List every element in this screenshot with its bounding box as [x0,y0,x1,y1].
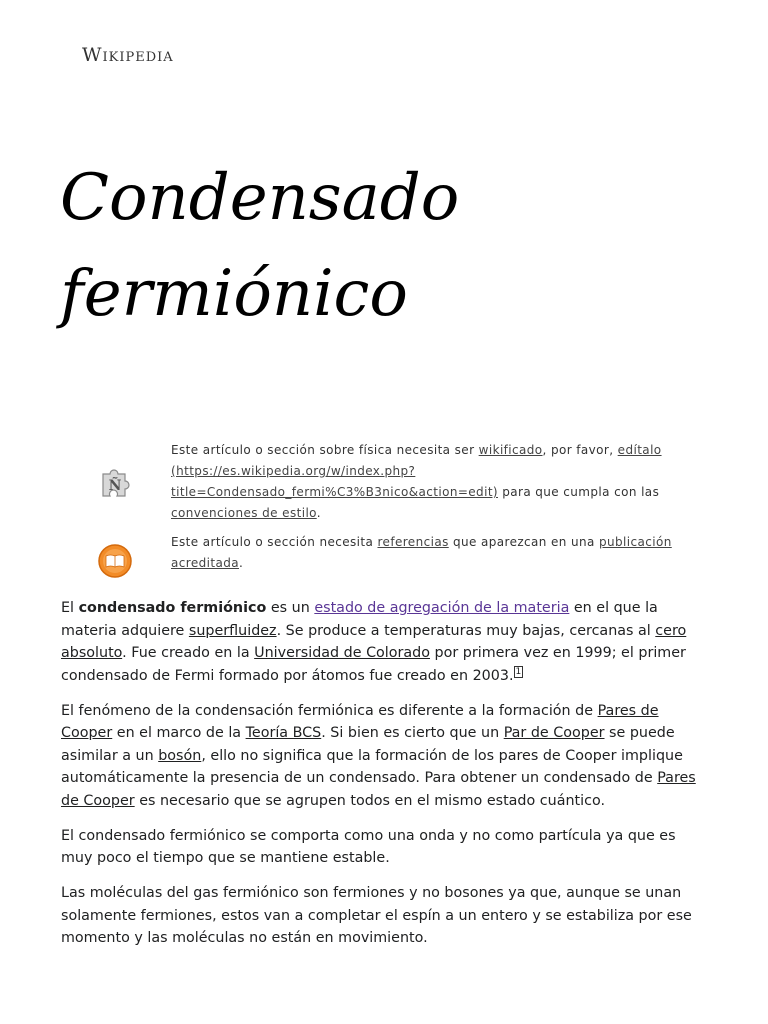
paragraph-text: . Fue creado en la [122,645,255,661]
cooper-pairs-link[interactable]: Pares de Cooper [61,702,659,741]
cooper-pair-link[interactable]: Par de Cooper [503,725,605,741]
absolute-zero-link[interactable]: cero absoluto [61,622,687,661]
state-of-matter-link[interactable]: estado de agregación de la materia [314,600,570,616]
boson-link[interactable]: bosón [158,747,202,764]
wikificado-link[interactable]: wikificado [478,443,543,457]
paragraph-intro [61,597,709,687]
paragraph-text: es un [266,600,315,616]
notice-text: , por favor, [542,443,618,457]
accredited-publication-link[interactable]: publicación acreditada [171,535,672,570]
paragraph-molecules: Las moléculas del gas fermiónico son fermiones y no bosones ya que, aunque se unan solamente fermiones, estos van a completar el espín a un entero y se estabiliza por ese momento y las moléculas no están en movimiento. [61,885,692,946]
puzzle-piece-icon [60,462,170,502]
superfluidity-link[interactable]: superfluidez [188,622,277,639]
cooper-pairs-link-2[interactable]: Pares de Cooper [61,770,696,809]
article-subject: condensado fermiónico [78,600,267,616]
university-colorado-link[interactable]: Universidad de Colorado [254,645,430,661]
notice-text: Este artículo o sección sobre física necesita ser [171,443,479,457]
edit-link[interactable]: edítalo (https://es.wikipedia.org/w/index.php?title=Condensado_fermi%C3%B3nico&action=edit) [171,443,662,499]
notice-text: . [316,506,321,520]
paragraph-text: El [61,600,79,616]
paragraph-text: El fenómeno de la condensación fermiónica es diferente a la formación de [61,702,598,719]
wikipedia-logo[interactable]: Wikipedia [82,44,174,66]
paragraph-text: es necesario que se agrupen todos en el mismo estado cuántico. [134,792,606,809]
notice-text: . [238,556,244,570]
bcs-theory-link[interactable]: Teoría BCS [245,725,322,741]
references-notice [60,532,710,574]
references-notice-text [171,532,710,574]
svg-text:Ñ: Ñ [108,478,122,494]
paragraph-wave: El condensado fermiónico se comporta como una onda y no como partícula ya que es muy poco el tiempo que se mantiene estable. [61,827,676,866]
references-link[interactable]: referencias [377,535,449,549]
paragraph-text: . Si bien es cierto que un [321,725,504,741]
style-conventions-link[interactable]: convenciones de estilo [171,506,317,520]
book-icon [60,543,170,579]
paragraph-text: . Se produce a temperaturas muy bajas, cercanas al [276,622,656,639]
paragraph-text: en el que la materia adquiere [61,600,658,639]
reference-marker[interactable]: 1 [515,666,522,677]
notice-text: Este artículo o sección necesita [171,535,378,549]
paragraph-text: en el marco de la [112,725,246,741]
paragraph-text: , ello no significa que la formación de los pares de Cooper implique automáticamente la presencia de un condensado. Para obtener un condensado de [61,747,683,786]
wikify-notice [60,440,710,524]
paragraph-text: se puede asimilar a un [61,725,675,764]
paragraph-text: por primera vez en 1999; el primer condensado de Fermi formado por átomos fue creado en 2003. [61,645,686,684]
notice-text: que aparezcan en una [448,535,599,549]
page-title [60,150,720,342]
page-title-line1: Condensado [60,161,460,235]
page-title-line2: fermiónico [60,257,408,331]
article-body [61,597,709,962]
wikify-notice-text [171,440,710,524]
paragraph-cooper [61,700,709,813]
notice-text: para que cumpla con las [498,485,660,499]
